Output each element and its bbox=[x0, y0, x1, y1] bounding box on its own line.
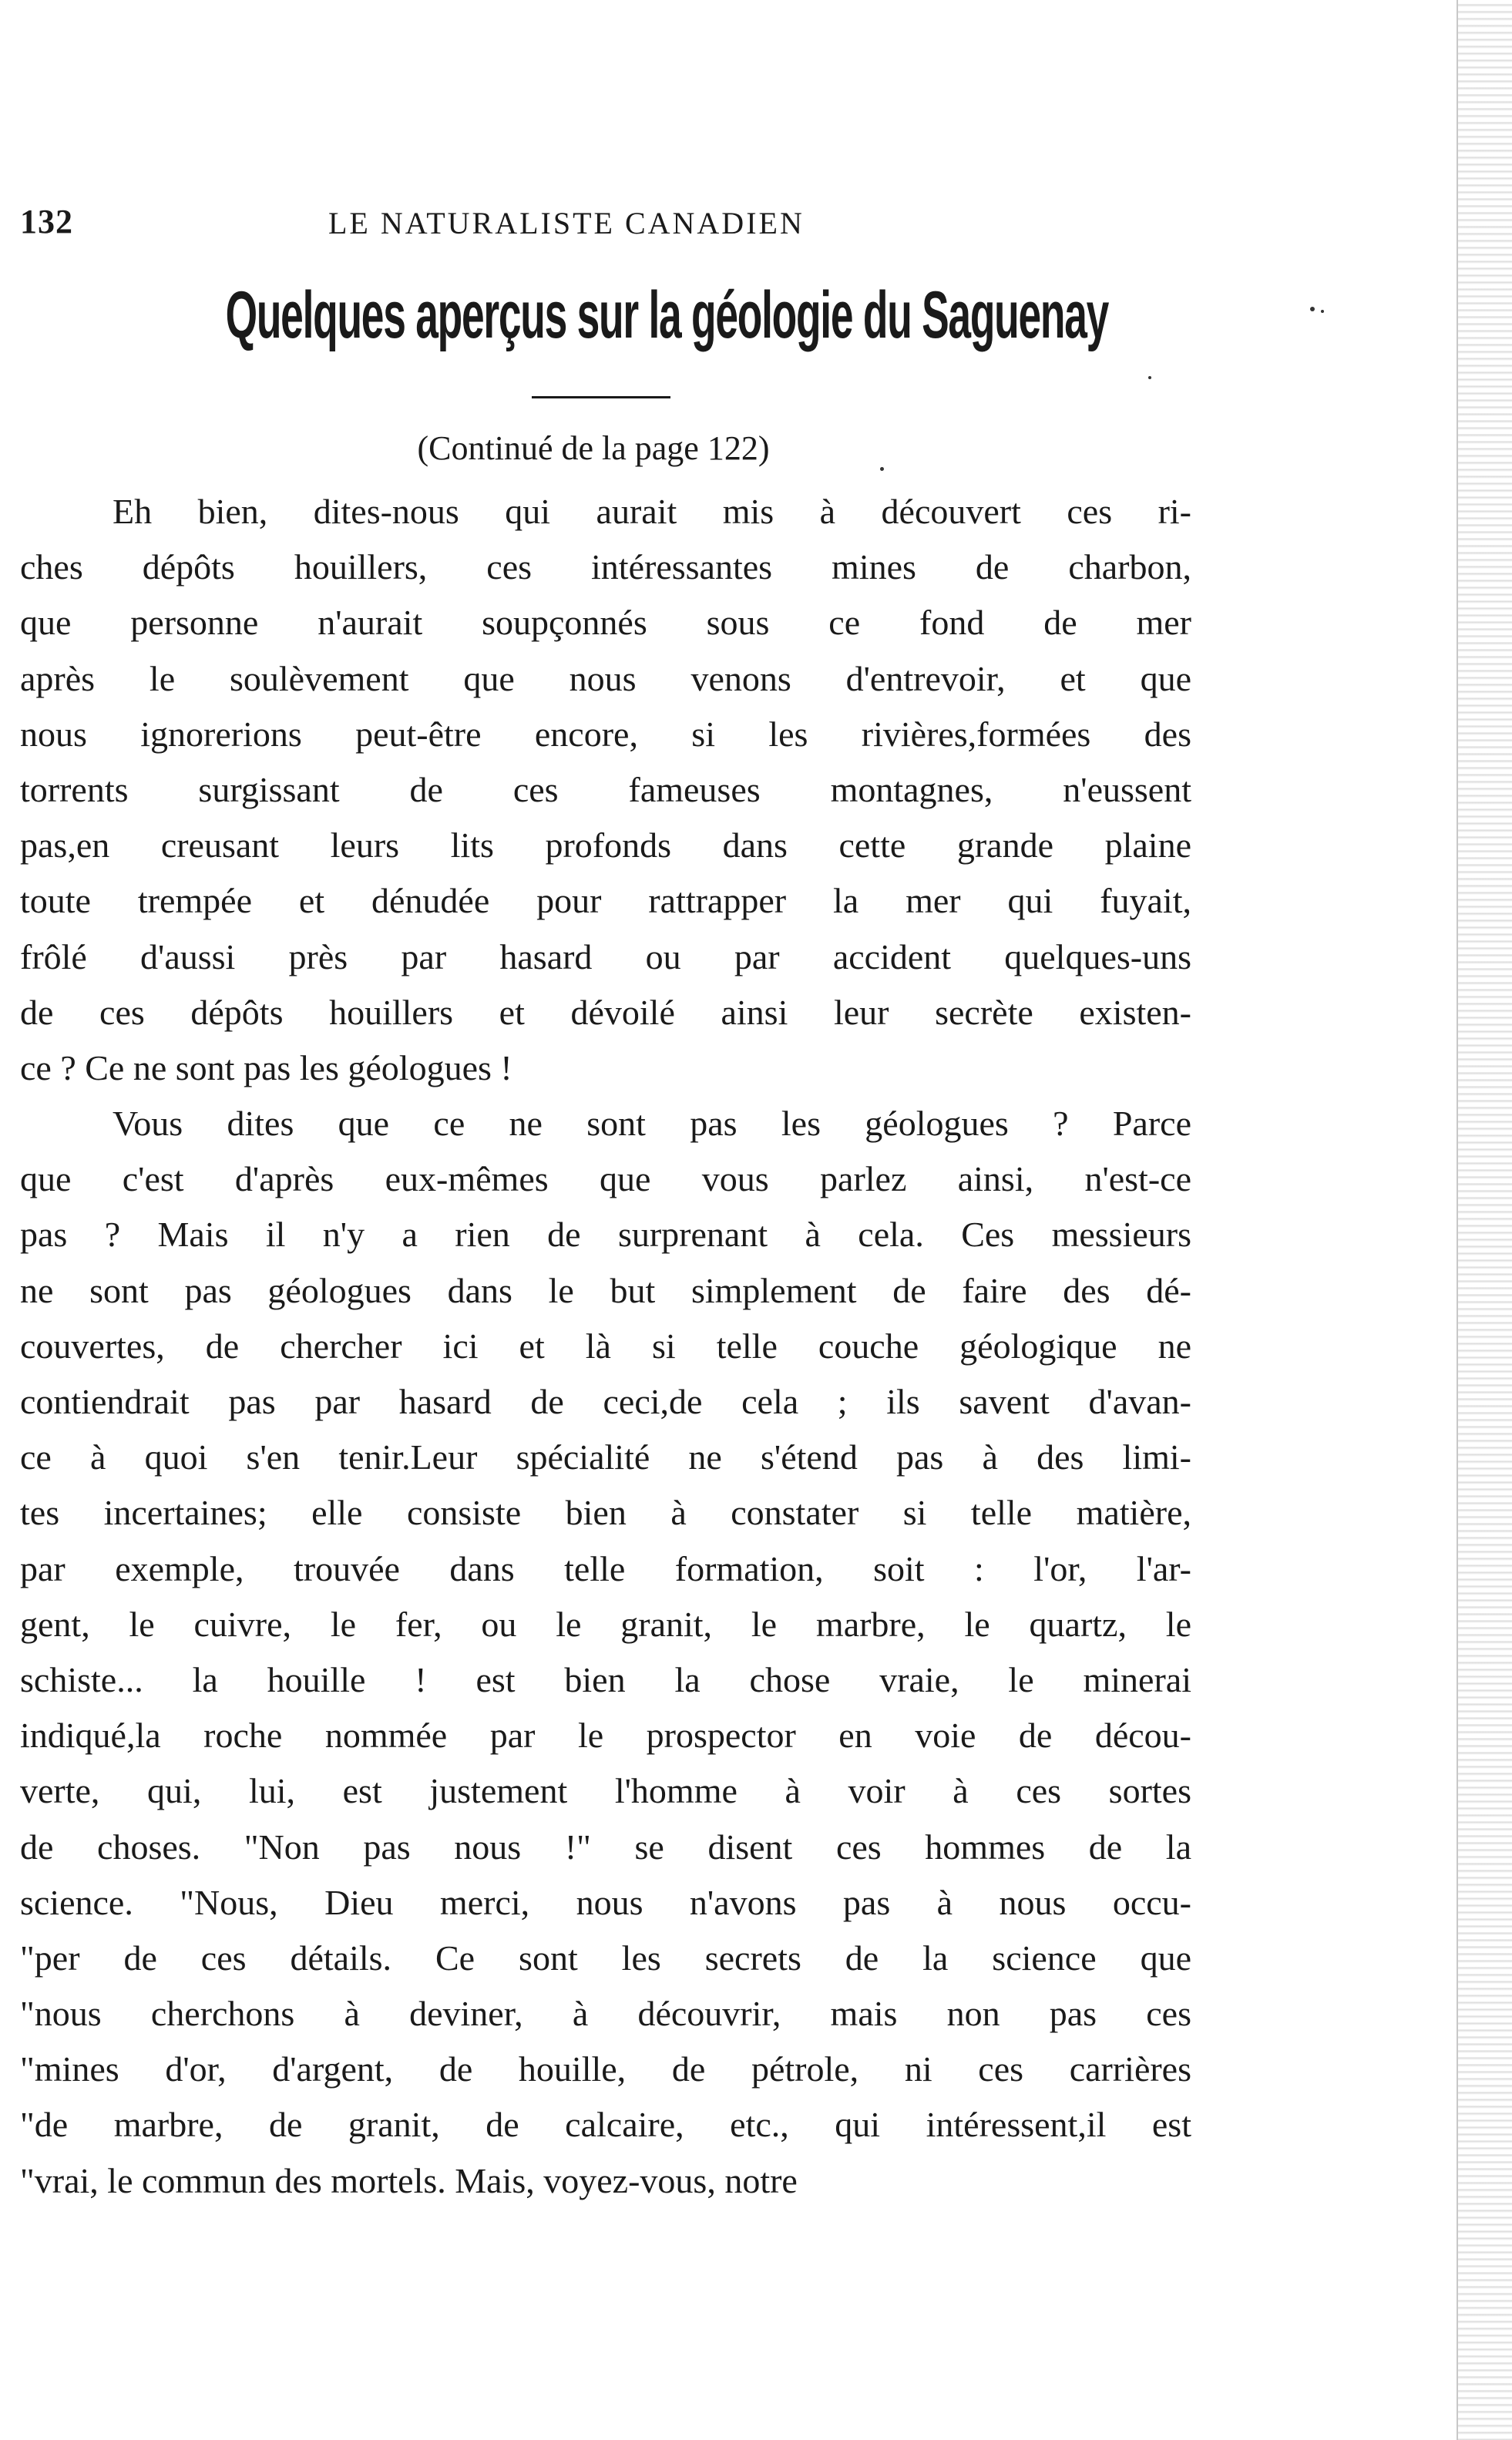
text-line: torrents surgissant de ces fameuses montagnes, n'eussent bbox=[20, 769, 1191, 809]
text-line: après le soulèvement que nous venons d'entrevoir, et que bbox=[20, 658, 1191, 698]
scan-speck bbox=[1321, 310, 1324, 313]
scan-speck bbox=[1310, 307, 1315, 311]
title-divider bbox=[532, 396, 670, 398]
page-edge-shadow bbox=[1457, 0, 1512, 2440]
text-line: contiendrait pas par hasard de ceci,de cela ; ils savent d'avan- bbox=[20, 1382, 1191, 1421]
text-line: frôlé d'aussi près par hasard ou par accident quelques-uns bbox=[20, 936, 1191, 976]
text-line: "nous cherchons à deviner, à découvrir, mais non pas ces bbox=[20, 1994, 1191, 2034]
text-line: ce ? Ce ne sont pas les géologues ! bbox=[20, 1047, 512, 1087]
text-line: tes incertaines; elle consiste bien à constater si telle matière, bbox=[20, 1493, 1191, 1533]
continuation-note: (Continué de la page 122) bbox=[417, 429, 770, 467]
text-line: ches dépôts houillers, ces intéressantes mines de charbon, bbox=[20, 547, 1191, 587]
article-title: Quelques aperçus sur la géologie du Saguenay bbox=[225, 278, 1109, 352]
text-line: pas,en creusant leurs lits profonds dans cette grande plaine bbox=[20, 825, 1191, 865]
text-line: "vrai, le commun des mortels. Mais, voyez-vous, notre bbox=[20, 2160, 798, 2200]
text-line: de choses. "Non pas nous !" se disent ces hommes de la bbox=[20, 1827, 1191, 1867]
text-line: toute trempée et dénudée pour rattrapper la mer qui fuyait, bbox=[20, 881, 1191, 921]
text-line: science. "Nous, Dieu merci, nous n'avons pas à nous occu- bbox=[20, 1882, 1191, 1922]
text-line: par exemple, trouvée dans telle formation, soit : l'or, l'ar- bbox=[20, 1548, 1191, 1588]
text-line: "mines d'or, d'argent, de houille, de pétrole, ni ces carrières bbox=[20, 2049, 1191, 2089]
text-line: nous ignorerions peut-être encore, si les rivières,formées des bbox=[20, 714, 1191, 754]
article-body bbox=[20, 484, 1191, 2209]
text-line: schiste... la houille ! est bien la chose vraie, le minerai bbox=[20, 1659, 1191, 1699]
scan-speck bbox=[1148, 376, 1151, 379]
text-line: que c'est d'après eux-mêmes que vous parlez ainsi, n'est-ce bbox=[20, 1159, 1191, 1199]
text-line: verte, qui, lui, est justement l'homme à voir à ces sortes bbox=[20, 1771, 1191, 1811]
text-line: ne sont pas géologues dans le but simplement de faire des dé- bbox=[20, 1270, 1191, 1310]
text-line: Eh bien, dites-nous qui aurait mis à découvert ces ri- bbox=[113, 492, 1191, 531]
text-line: couvertes, de chercher ici et là si telle couche géologique ne bbox=[20, 1326, 1191, 1366]
page-header bbox=[20, 202, 1191, 248]
text-line: gent, le cuivre, le fer, ou le granit, le marbre, le quartz, le bbox=[20, 1604, 1191, 1644]
text-line: Vous dites que ce ne sont pas les géologues ? Parce bbox=[113, 1104, 1191, 1144]
running-title: LE NATURALISTE CANADIEN bbox=[328, 206, 805, 240]
scan-speck bbox=[880, 467, 884, 471]
text-line: "de marbre, de granit, de calcaire, etc., qui intéressent,il est bbox=[20, 2105, 1191, 2145]
text-line: ce à quoi s'en tenir.Leur spécialité ne s'étend pas à des limi- bbox=[20, 1437, 1191, 1477]
page-number: 132 bbox=[20, 203, 73, 240]
text-line: pas ? Mais il n'y a rien de surprenant à cela. Ces messieurs bbox=[20, 1215, 1191, 1255]
text-line: que personne n'aurait soupçonnés sous ce fond de mer bbox=[20, 603, 1191, 643]
text-line: indiqué,la roche nommée par le prospector en voie de décou- bbox=[20, 1716, 1191, 1756]
text-line: de ces dépôts houillers et dévoilé ainsi leur secrète existen- bbox=[20, 992, 1191, 1032]
text-line: "per de ces détails. Ce sont les secrets de la science que bbox=[20, 1938, 1191, 1978]
